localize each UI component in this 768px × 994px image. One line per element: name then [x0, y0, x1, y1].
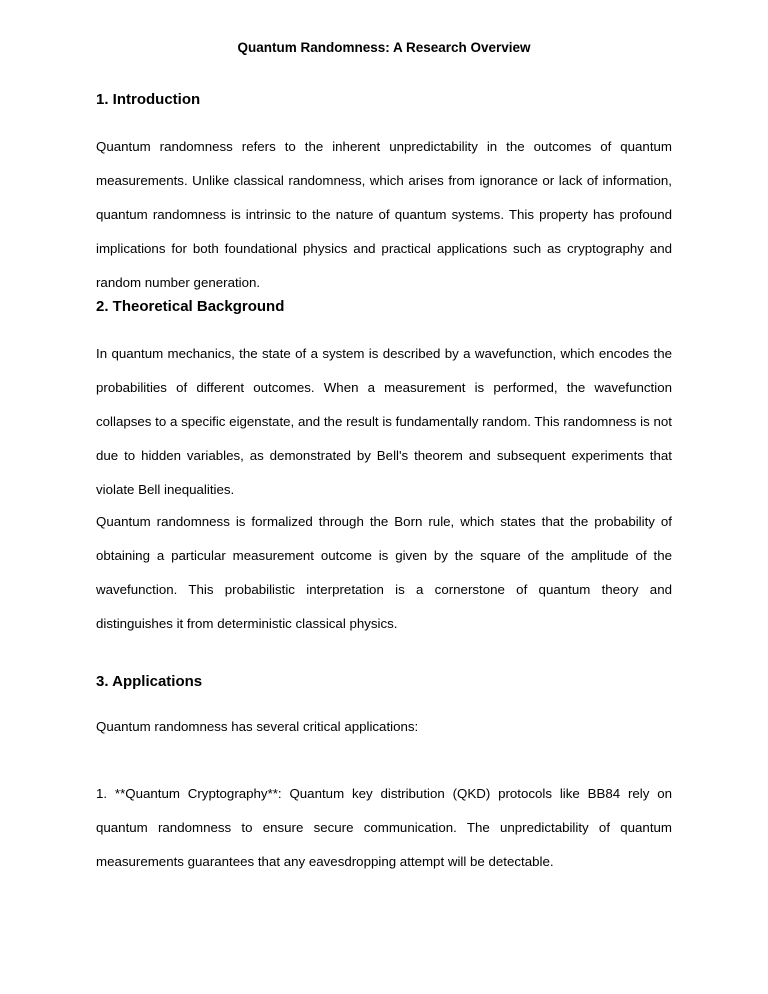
introduction-paragraph: Quantum randomness refers to the inherent unpredictability in the outcomes of quantum measurements. Unlike classical randomness, which arises from ignorance or lack of information, quantum randomness is intrinsic to the nature of quantum systems. This property has profound implications for both foundational physics and practical applications such as cryptography and random number generation. — [96, 139, 672, 290]
applications-intro: Quantum randomness has several critical applications: — [96, 719, 419, 734]
applications-item-1: 1. **Quantum Cryptography**: Quantum key distribution (QKD) protocols like BB84 rely on quantum randomness to ensure secure communication. The unpredictability of quantum measurements guarantees that any eavesdropping attempt will be detectable. — [96, 786, 672, 869]
theory-paragraph-2: Quantum randomness is formalized through the Born rule, which states that the probability of obtaining a particular measurement outcome is given by the square of the amplitude of the wavefunction. This probabilistic interpretation is a cornerstone of quantum theory and distinguishes it from deterministic classical physics. — [96, 514, 672, 631]
document-title: Quantum Randomness: A Research Overview — [237, 40, 531, 55]
theory-paragraph-1: In quantum mechanics, the state of a system is described by a wavefunction, which encodes the probabilities of different outcomes. When a measurement is performed, the wavefunction collapses to a specific eigenstate, and the result is fundamentally random. This randomness is not due to hidden variables, as demonstrated by Bell's theorem and subsequent experiments that violate Bell inequalities. — [96, 346, 672, 497]
section-heading-applications: 3. Applications — [96, 673, 203, 690]
section-heading-introduction: 1. Introduction — [96, 91, 201, 108]
section-heading-theoretical-background: 2. Theoretical Background — [96, 298, 285, 315]
